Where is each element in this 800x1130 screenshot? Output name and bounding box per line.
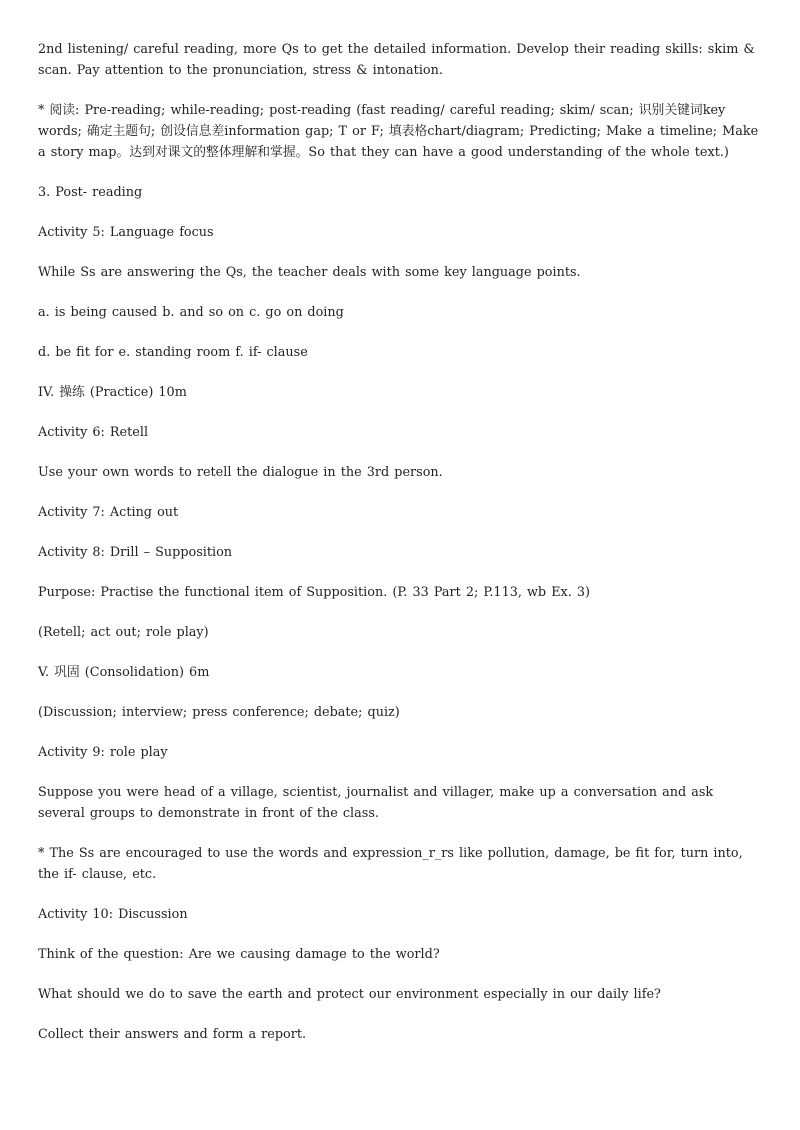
paragraph-consolidation-methods: (Discussion; interview; press conference; debate; quiz) <box>38 705 400 720</box>
paragraph-encouraged: * The Ss are encouraged to use the words and expression_r_rs like pollution, damage, be fit for, turn into, the if- clause, etc. <box>38 846 743 882</box>
language-points-list-2: d. be fit for e. standing room f. if- clause <box>38 345 308 360</box>
heading-activity-6: Activity 6: Retell <box>38 425 149 440</box>
heading-activity-10: Activity 10: Discussion <box>38 907 188 922</box>
paragraph-language-points: While Ss are answering the Qs, the teacher deals with some key language points. <box>38 265 581 280</box>
language-points-list-1: a. is being caused b. and so on c. go on doing <box>38 305 344 320</box>
heading-activity-8: Activity 8: Drill – Supposition <box>38 545 233 560</box>
heading-activity-5: Activity 5: Language focus <box>38 225 214 240</box>
heading-activity-7: Activity 7: Acting out <box>38 505 179 520</box>
paragraph-retell: Use your own words to retell the dialogue in the 3rd person. <box>38 465 443 480</box>
paragraph-purpose: Purpose: Practise the functional item of Supposition. (P. 33 Part 2; P.113, wb Ex. 3) <box>38 585 591 600</box>
paragraph-listening-skills: 2nd listening/ careful reading, more Qs to get the detailed information. Develop their reading skills: skim & scan. Pay attention to the pronunciation, stress & intonation. <box>38 42 755 78</box>
heading-practice: IV. 操练 (Practice) 10m <box>38 385 187 400</box>
heading-activity-9: Activity 9: role play <box>38 745 168 760</box>
paragraph-role-play: Suppose you were head of a village, scientist, journalist and villager, make up a conversation and ask several groups to demonstrate in front of the class. <box>38 785 714 821</box>
paragraph-retell-methods: (Retell; act out; role play) <box>38 625 209 640</box>
heading-post-reading: 3. Post- reading <box>38 185 143 200</box>
paragraph-question: Think of the question: Are we causing damage to the world? <box>38 947 440 962</box>
paragraph-collect-answers: Collect their answers and form a report. <box>38 1027 307 1042</box>
document-page <box>38 39 760 1064</box>
paragraph-reading-methods: * 阅读: Pre-reading; while-reading; post-reading (fast reading/ careful reading; skim/ scan; 识别关键词key words; 确定主题句; 创设信息差information gap; T or F; 填表格chart/diagram; Predicting; Make a timeline; Make a story map。达到对课文的整体理解和掌握。So that they can have a good understanding of the whole text.) <box>38 103 759 160</box>
heading-consolidation: V. 巩固 (Consolidation) 6m <box>38 665 210 680</box>
paragraph-save-earth: What should we do to save the earth and protect our environment especially in our daily life? <box>38 987 661 1002</box>
